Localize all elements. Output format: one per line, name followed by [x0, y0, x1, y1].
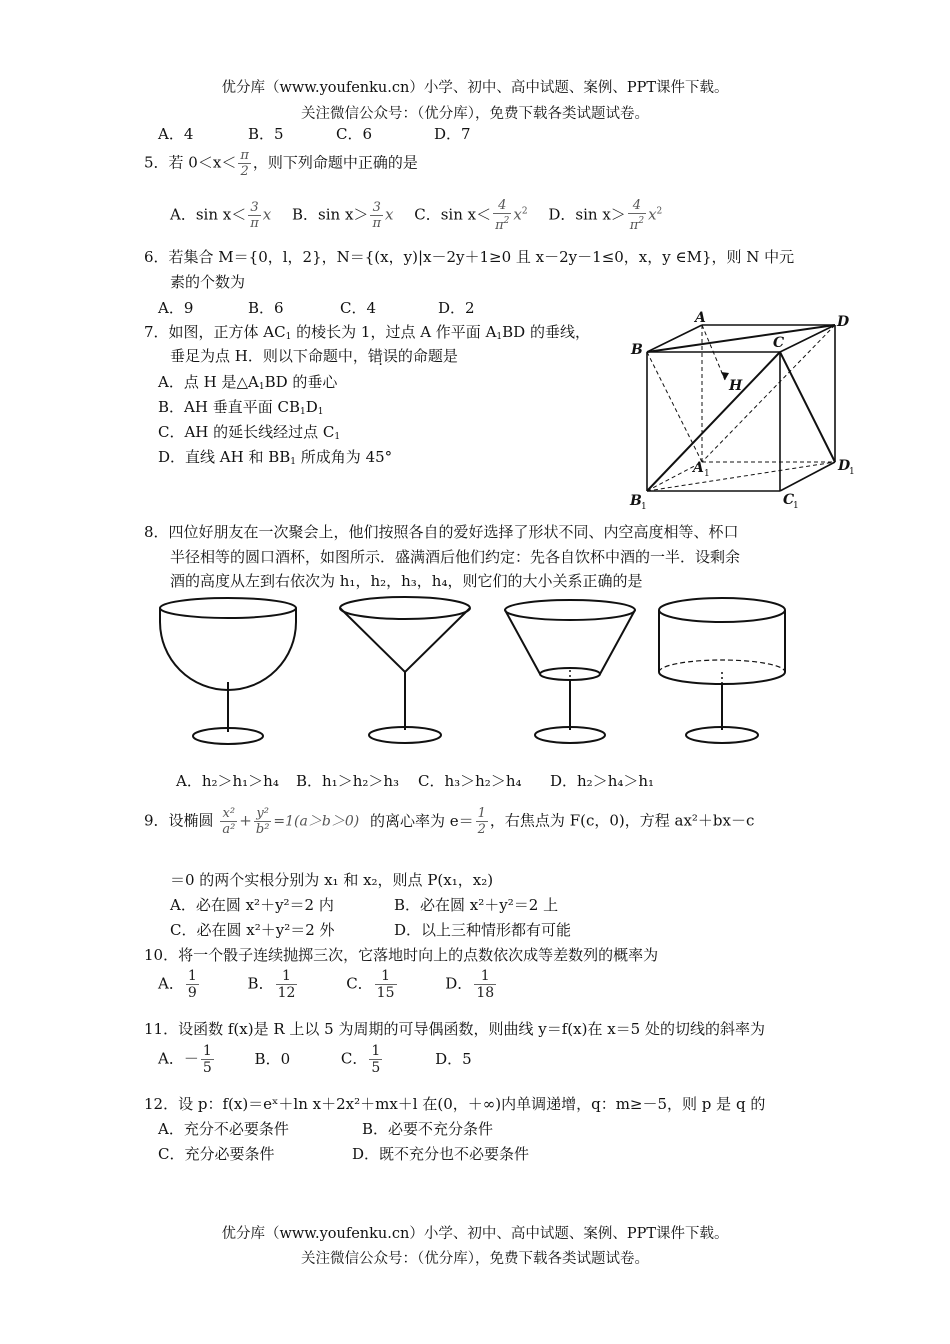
q11-option-d: D．5: [435, 1049, 472, 1068]
question-12-stem: 12．设 p：f(x)＝eˣ＋ln x＋2x²＋mx＋l 在(0，＋∞)内单调递增，q：m≥－5，则 p 是 q 的: [144, 1095, 766, 1113]
q8-option-d: D．h₂＞h₄＞h₁: [550, 772, 655, 790]
q5-option-d: D．sin x＞ $\frac{4}{\pi^2}$ $x^2$: [548, 198, 663, 233]
q8-option-c: C．h₃＞h₂＞h₄: [418, 772, 522, 790]
header-line-1: 优分库（www.youfenku.cn）小学、初中、高中试题、案例、PPT课件下载。: [221, 80, 729, 96]
question-6-line-2: 素的个数为: [170, 273, 246, 291]
q12-option-a: A．充分不必要条件: [158, 1120, 289, 1138]
label-B: B: [631, 342, 643, 358]
q7-option-a: A．点 H 是$\triangle A_1BD$ 的垂心: [158, 373, 338, 392]
label-H: H: [729, 378, 743, 394]
q9-option-b: B．必在圆 x²＋y²＝2 上: [394, 896, 559, 914]
q11-option-c: C． $\frac{1}{5}$: [340, 1043, 381, 1076]
question-8-line-1: 8．四位好朋友在一次聚会上，他们按照各自的爱好选择了形状不同、内空高度相等、杯口: [144, 523, 739, 541]
question-7-line-1: 7．如图，正方体 $AC_1$ 的棱长为 1，过点 A 作平面 $A_1BD$ 的垂线，: [144, 323, 590, 342]
question-8-line-3: 酒的高度从左到右依次为 h₁，h₂，h₃，h₄，则它们的大小关系正确的是: [170, 572, 643, 590]
glass-1: [160, 598, 296, 744]
question-6-line-1: 6．若集合 M＝{0，l，2}，N＝{(x，y)|x－2y＋1≥0 且 x－2y－1≤0，x，y ∈M}，则 N 中元: [144, 248, 795, 266]
question-11-options: [158, 1043, 472, 1076]
q7-option-c: C．AH 的延长线经过点 $C_1$: [158, 423, 341, 442]
question-8-line-2: 半径相等的圆口酒杯，如图所示．盛满酒后他们约定：先各自饮杯中酒的一半．设剩余: [170, 548, 741, 566]
q9-option-a: A．必在圆 x²＋y²＝2 内: [170, 896, 334, 914]
q9-option-d: D．以上三种情形都有可能: [394, 921, 572, 939]
q6-option-c: C．4: [340, 299, 377, 317]
question-9-line-2: ＝0 的两个实根分别为 x₁ 和 x₂，则点 P(x₁，x₂): [170, 871, 494, 889]
q11-option-a: A．－ $\frac{1}{5}$: [158, 1043, 212, 1076]
question-10-options: [158, 968, 498, 1001]
q6-option-d: D．2: [438, 299, 475, 317]
q4-option-c: C．6: [336, 125, 373, 143]
cube-figure: [625, 310, 855, 515]
label-D: D: [837, 314, 850, 330]
label-C1: C: [783, 492, 795, 508]
q10-option-a: A． $\frac{1}{9}$: [158, 968, 197, 1001]
q10-option-d: D． $\frac{1}{18}$: [445, 968, 495, 1001]
q10-option-c: C． $\frac{1}{15}$: [346, 968, 395, 1001]
question-11-stem: 11．设函数 f(x)是 R 上以 5 为周期的可导偶函数，则曲线 y＝f(x)在 x＝5 处的切线的斜率为: [144, 1020, 765, 1038]
q5-option-b: B．sin x＞ $\frac{3}{\pi}$ x: [292, 200, 394, 231]
header-line-2: 关注微信公众号：（优分库），免费下载各类试题试卷。: [301, 106, 649, 122]
q8-option-a: A．h₂＞h₁＞h₄: [176, 772, 279, 790]
svg-text:1: 1: [793, 501, 799, 511]
question-7-line-2: 垂足为点 H．则以下命题中，错误的命题是: [170, 347, 458, 365]
q12-option-d: D．既不充分也不必要条件: [352, 1145, 530, 1163]
glass-2: [340, 597, 470, 743]
footer-line-1: 优分库（www.youfenku.cn）小学、初中、高中试题、案例、PPT课件下载。: [221, 1226, 729, 1242]
q10-option-b: B． $\frac{1}{12}$: [247, 968, 296, 1001]
q6-option-b: B．6: [248, 299, 284, 317]
q5-option-c: C．sin x＜ $\frac{4}{\pi^2}$ $x^2$: [414, 198, 528, 233]
question-10-stem: 10．将一个骰子连续抛掷三次，它落地时向上的点数依次成等差数列的概率为: [144, 946, 659, 964]
q7-option-d: D．直线 AH 和 $BB_1$ 所成角为 45°: [158, 448, 393, 467]
q9-option-c: C．必在圆 x²＋y²＝2 外: [170, 921, 335, 939]
footer-line-2: 关注微信公众号：（优分库），免费下载各类试题试卷。: [301, 1251, 649, 1267]
q7-option-b: B．AH 垂直平面 $CB_1D_1$: [158, 398, 324, 417]
svg-text:1: 1: [704, 469, 710, 479]
question-5-stem: 5．若 0＜x＜ $\frac{\pi}{2}$ ，则下列命题中正确的是: [144, 148, 418, 179]
label-C: C: [773, 335, 785, 351]
q5-option-a: A．sin x＜ $\frac{3}{\pi}$ x: [170, 200, 272, 231]
label-A: A: [695, 310, 706, 326]
label-A1: A: [693, 460, 704, 476]
q4-option-d: D．7: [434, 125, 471, 143]
q12-option-b: B．必要不充分条件: [362, 1120, 494, 1138]
q4-option-a: A．4: [158, 125, 194, 143]
svg-text:1: 1: [849, 467, 855, 477]
q11-option-b: B．0: [254, 1049, 291, 1068]
glass-4: [659, 598, 785, 743]
q8-option-b: B．h₁＞h₂＞h₃: [296, 772, 400, 790]
label-B1: B: [630, 493, 642, 509]
svg-text:1: 1: [641, 502, 647, 512]
wine-glasses-figure: [155, 592, 795, 752]
question-5-options: [170, 198, 662, 233]
label-D1: D: [838, 458, 851, 474]
q4-option-b: B．5: [248, 125, 284, 143]
q12-option-c: C．充分必要条件: [158, 1145, 275, 1163]
q6-option-a: A．9: [158, 299, 194, 317]
question-9-stem: 9．设椭圆 $\frac{\text{x²}}{\text{a²}}$ + $\frac{\text{y²}}{\text{b²}}$ =1(a＞b＞0) 的离心率为 e＝ $\frac{1}{2}$ ，右焦点为 F(c，0)，方程 ax²＋bx－c: [144, 806, 755, 837]
